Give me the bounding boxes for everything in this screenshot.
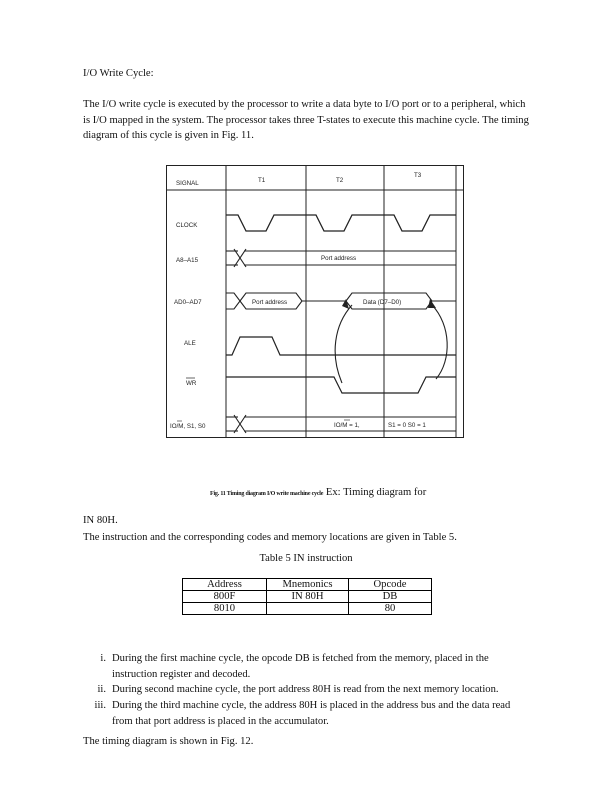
- list-item-number: i.: [100, 653, 106, 664]
- table-header-cell: Opcode: [349, 579, 432, 591]
- closing-text: The timing diagram is shown in Fig. 12.: [83, 736, 254, 747]
- figure-caption: [210, 487, 426, 498]
- list-item: [82, 698, 522, 730]
- table-header-row: [183, 579, 432, 591]
- iom-value-label: IO/M = 1,: [334, 422, 360, 429]
- header-signal-label: SIGNAL: [176, 180, 199, 187]
- signal-label-wr: WR: [186, 380, 197, 387]
- port-address-low-label: Port address: [252, 299, 288, 306]
- table-cell: 80: [349, 603, 432, 615]
- figure-caption-label: Fig. 11 Timing diagram I/O write machine cycle: [210, 491, 324, 497]
- t-state-label: T3: [414, 172, 422, 179]
- ale-waveform: [226, 337, 456, 355]
- table-cell: 8010: [183, 603, 267, 615]
- table-cell: [267, 603, 349, 615]
- list-item: [82, 651, 522, 683]
- signal-label-iom-status: IO/M, S1, S0: [170, 423, 206, 430]
- t-state-label: T2: [336, 177, 344, 184]
- port-address-high-label: Port address: [321, 255, 357, 262]
- continuation-text: IN 80H.: [83, 515, 118, 526]
- table-cell: IN 80H: [267, 591, 349, 603]
- list-item: [82, 682, 522, 698]
- section-heading: I/O Write Cycle:: [83, 68, 154, 79]
- clock-waveform: [226, 215, 456, 231]
- table-cell: 800F: [183, 591, 267, 603]
- table-header-cell: Mnemonics: [267, 579, 349, 591]
- list-item-text: During the third machine cycle, the address 80H is placed in the address bus and the data read from that port address is placed in the accumulator.: [112, 700, 511, 727]
- instruction-table: [182, 578, 432, 615]
- timing-diagram: [166, 165, 464, 465]
- table-header-cell: Address: [183, 579, 267, 591]
- signal-label-address-data: AD0–AD7: [174, 299, 202, 306]
- list-item-number: ii.: [97, 684, 106, 695]
- data-bus-label: Data (D7–D0): [363, 299, 402, 306]
- table-cell: DB: [349, 591, 432, 603]
- list-item-number: iii.: [94, 700, 106, 711]
- caption-example-text: Ex: Timing diagram for: [323, 487, 427, 498]
- table-row: [183, 591, 432, 603]
- table-intro: The instruction and the corresponding codes and memory locations are given in Table 5.: [83, 532, 457, 543]
- signal-label-address-high: A8–A15: [176, 257, 199, 264]
- list-item-text: During second machine cycle, the port address 80H is read from the next memory location.: [112, 684, 499, 695]
- status-value-label: S1 = 0 S0 = 1: [388, 422, 426, 429]
- t-state-label: T1: [258, 177, 266, 184]
- table-row: [183, 603, 432, 615]
- table-title: Table 5 IN instruction: [259, 553, 353, 564]
- signal-label-ale: ALE: [184, 340, 196, 347]
- intro-paragraph: The I/O write cycle is executed by the processor to write a data byte to I/O port or to a peripheral, which is I/O mapped in the system. The processor takes three T-states to execute this machine cycle. The timing diagram of this cycle is given in Fig. 11.: [83, 99, 529, 142]
- list-item-text: During the first machine cycle, the opcode DB is fetched from the memory, placed in the instruction register and decoded.: [112, 653, 489, 680]
- signal-label-clock: CLOCK: [176, 222, 198, 229]
- timing-diagram-figure: [166, 165, 464, 465]
